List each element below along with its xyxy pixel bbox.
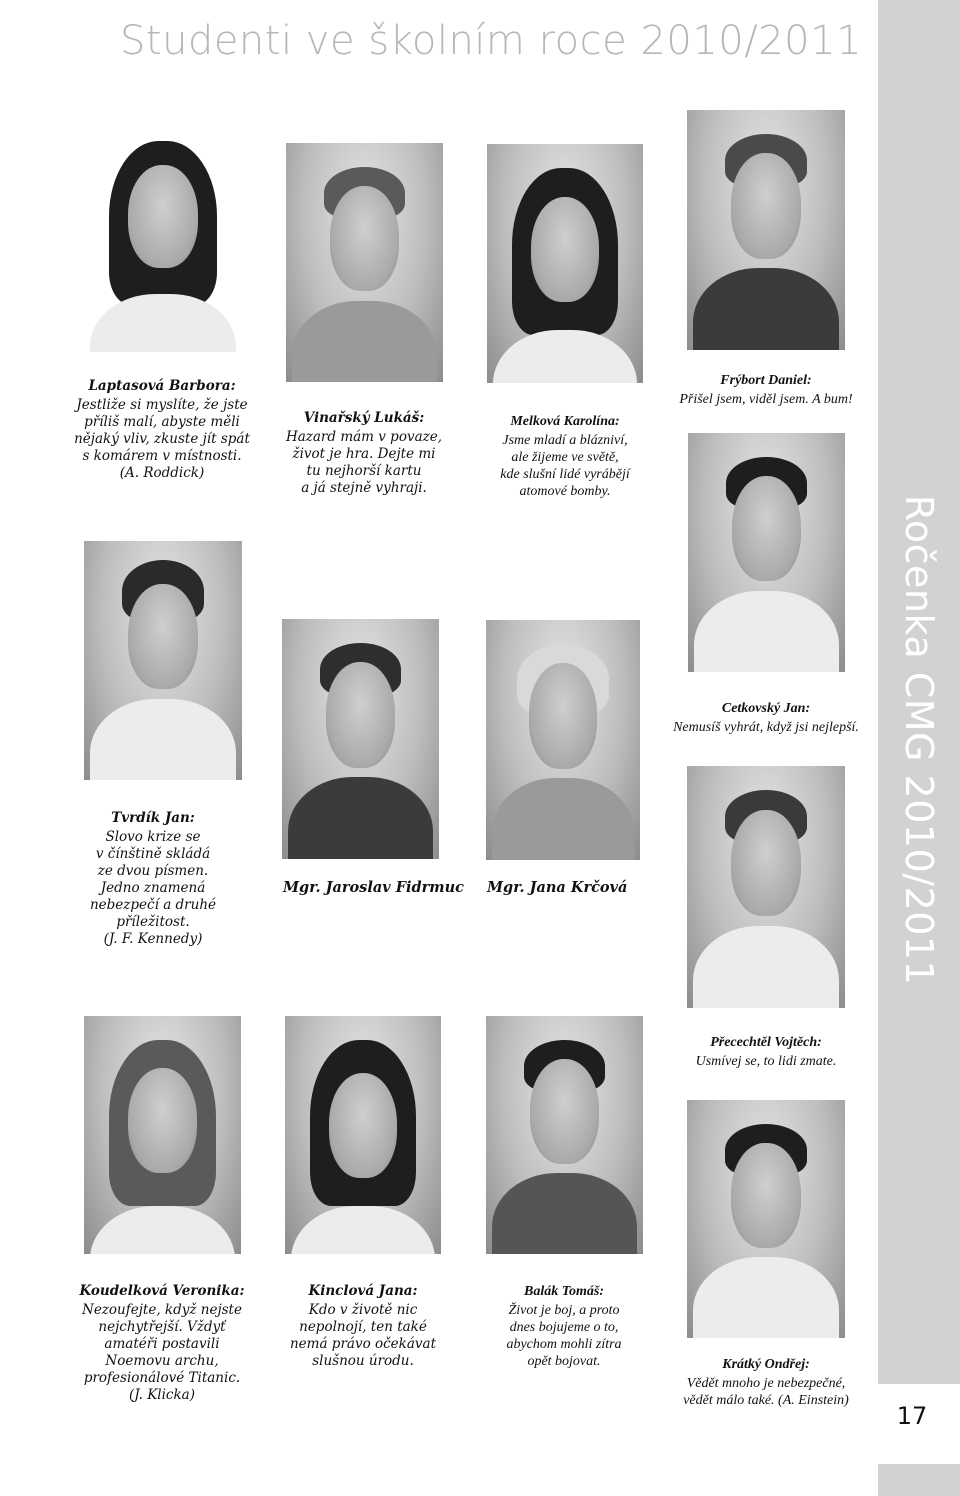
shoulders-shape [693, 926, 838, 1008]
quote-line: Přišel jsem, viděl jsem. A bum! [679, 392, 853, 407]
teacher-fidrmuc: Mgr. Jaroslav Fidrmuc [283, 879, 464, 896]
quote-line: v čínštině skládá [95, 846, 211, 862]
student-name: Cetkovský Jan: [721, 701, 811, 716]
quote-line: nejchytřejší. Vždyť [98, 1319, 226, 1335]
shoulders-shape [90, 294, 235, 353]
quote-line: s komárem v místnosti. [82, 448, 242, 464]
quote-line: nemá právo očekávat [289, 1336, 437, 1352]
photo-laptasova [84, 118, 242, 352]
caption-precechtel [666, 1034, 866, 1070]
quote-line: příležitost. [116, 914, 190, 930]
teacher-krcova: Mgr. Jana Krčová [487, 879, 628, 896]
caption-tvrdik [53, 810, 253, 948]
quote-line: život je hra. Dejte mi [292, 446, 436, 462]
quote-line: abychom mohli zítra [506, 1337, 622, 1352]
shoulders-shape [493, 330, 637, 383]
caption-koudelkova [62, 1283, 262, 1404]
photo-krcova [486, 620, 640, 860]
face-shape [731, 810, 801, 916]
student-name: Vinařský Lukáš: [303, 410, 425, 426]
quote-line: Jedno znamená [100, 880, 206, 896]
caption-kinclova [263, 1283, 463, 1370]
shoulders-shape [292, 301, 436, 382]
photo-precechtel [687, 766, 845, 1008]
quote-line: nějaký vliv, zkuste jít spát [74, 431, 250, 447]
quote-line: Noemovu archu, [105, 1353, 219, 1369]
face-shape [731, 1143, 801, 1248]
quote-line: profesionálové Titanic. [83, 1370, 241, 1386]
shoulders-shape [694, 591, 838, 672]
quote-line: amatéři postavili [104, 1336, 220, 1352]
face-shape [128, 165, 198, 268]
quote-line: tu nejhorší kartu [306, 463, 422, 479]
shoulders-shape [693, 268, 838, 350]
quote-line: Slovo krize se [105, 829, 201, 845]
student-name: Tvrdík Jan: [111, 810, 195, 826]
page-number: 17 [896, 1402, 928, 1430]
photo-fidrmuc [282, 619, 439, 859]
shoulders-shape [492, 778, 634, 860]
quote-line: Život je boj, a proto [508, 1303, 620, 1318]
quote-line: (J. F. Kennedy) [103, 931, 203, 947]
face-shape [128, 584, 198, 689]
student-name: Přecechtěl Vojtěch: [710, 1035, 822, 1050]
face-shape [732, 476, 801, 581]
face-shape [529, 663, 597, 769]
quote-line: kde slušní lidé vyrábějí [500, 467, 630, 482]
photo-melkova [487, 144, 643, 383]
quote-line: příliš malí, abyste měli [84, 414, 240, 430]
caption-cetkovsky [666, 700, 866, 736]
page-title: Studenti ve školním roce 2010/2011 [120, 18, 863, 64]
quote-line: Jsme mladí a blázniví, [502, 433, 628, 448]
photo-kratky [687, 1100, 845, 1338]
quote-line: Nemusíš vyhrát, když jsi nejlepší. [673, 720, 859, 735]
shoulders-shape [291, 1206, 435, 1254]
student-name: Melková Karolína: [510, 414, 620, 429]
student-name: Koudelková Veronika: [79, 1283, 245, 1299]
caption-laptasova [62, 378, 262, 482]
caption-vinarsky [264, 410, 464, 497]
caption-balak [464, 1283, 664, 1370]
quote-line: ale žijeme ve světě, [511, 450, 619, 465]
quote-line: Hazard mám v povaze, [285, 429, 443, 445]
face-shape [326, 662, 395, 768]
face-shape [128, 1068, 197, 1173]
quote-line: Vědět mnoho je nebezpečné, [686, 1376, 846, 1391]
face-shape [731, 153, 801, 259]
quote-line: (A. Roddick) [119, 465, 205, 481]
photo-tvrdik [84, 541, 242, 780]
photo-kinclova [285, 1016, 441, 1254]
face-shape [330, 186, 399, 291]
quote-line: nebezpečí a druhé [89, 897, 217, 913]
quote-line: a já stejně vyhraji. [301, 480, 427, 496]
face-shape [531, 197, 600, 302]
photo-vinarsky [286, 143, 443, 382]
quote-line: opět bojovat. [527, 1354, 601, 1369]
quote-line: Usmívej se, to lidi zmate. [695, 1054, 837, 1069]
quote-line: atomové bomby. [519, 484, 611, 499]
quote-line: Nezoufejte, když nejste [82, 1302, 242, 1318]
quote-line: slušnou úrodu. [312, 1353, 414, 1369]
shoulders-shape [90, 1206, 234, 1254]
caption-frybort [666, 372, 866, 408]
quote-line: Kdo v životě nic [308, 1302, 418, 1318]
student-name: Kinclová Jana: [308, 1283, 418, 1299]
quote-line: vědět málo také. (A. Einstein) [683, 1393, 849, 1408]
photo-balak [486, 1016, 643, 1254]
caption-melkova [465, 413, 665, 500]
quote-line: dnes bojujeme o to, [509, 1320, 619, 1335]
student-name: Balák Tomáš: [524, 1284, 604, 1299]
student-name: Laptasová Barbora: [88, 378, 236, 394]
shoulders-shape [492, 1173, 636, 1254]
quote-line: (J. Klicka) [129, 1387, 195, 1403]
photo-frybort [687, 110, 845, 350]
student-name: Krátký Ondřej: [722, 1357, 810, 1372]
shoulders-shape [90, 699, 235, 780]
quote-line: Jestliže si myslíte, že jste [76, 397, 248, 413]
student-name: Frýbort Daniel: [720, 373, 812, 388]
caption-kratky [666, 1356, 866, 1409]
quote-line: nepolnojí, ten také [299, 1319, 427, 1335]
shoulders-shape [693, 1257, 838, 1338]
face-shape [329, 1073, 398, 1178]
face-shape [530, 1059, 599, 1164]
quote-line: ze dvou písmen. [97, 863, 209, 879]
shoulders-shape [288, 777, 432, 859]
photo-cetkovsky [688, 433, 845, 672]
photo-koudelkova [84, 1016, 241, 1254]
yearbook-label: Ročenka CMG 2010/2011 [897, 494, 941, 986]
